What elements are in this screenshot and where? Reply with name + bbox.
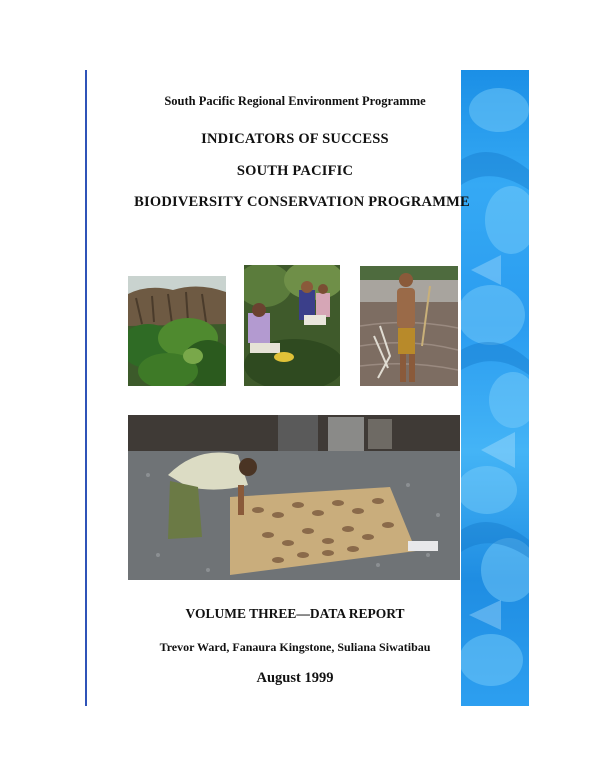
title-line-2: SOUTH PACIFIC: [236, 163, 354, 179]
organization-name: South Pacific Regional Environment Programme: [164, 94, 426, 108]
forest-cliff-photo: [128, 276, 226, 386]
woman-drying-shellfish-photo: [128, 415, 460, 580]
left-vertical-rule: [85, 70, 87, 706]
title-line-3: BIODIVERSITY CONSERVATION PROGRAMME: [134, 194, 470, 210]
publication-date: August 1999: [256, 670, 334, 686]
volume-title: VOLUME THREE—DATA REPORT: [185, 606, 405, 621]
fisherman-with-net-photo: [360, 266, 458, 386]
authors: Trevor Ward, Fanaura Kingstone, Suliana Siwatibau: [159, 640, 431, 654]
title-line-1: INDICATORS OF SUCCESS: [201, 131, 389, 147]
people-in-forest-photo: [244, 265, 340, 386]
